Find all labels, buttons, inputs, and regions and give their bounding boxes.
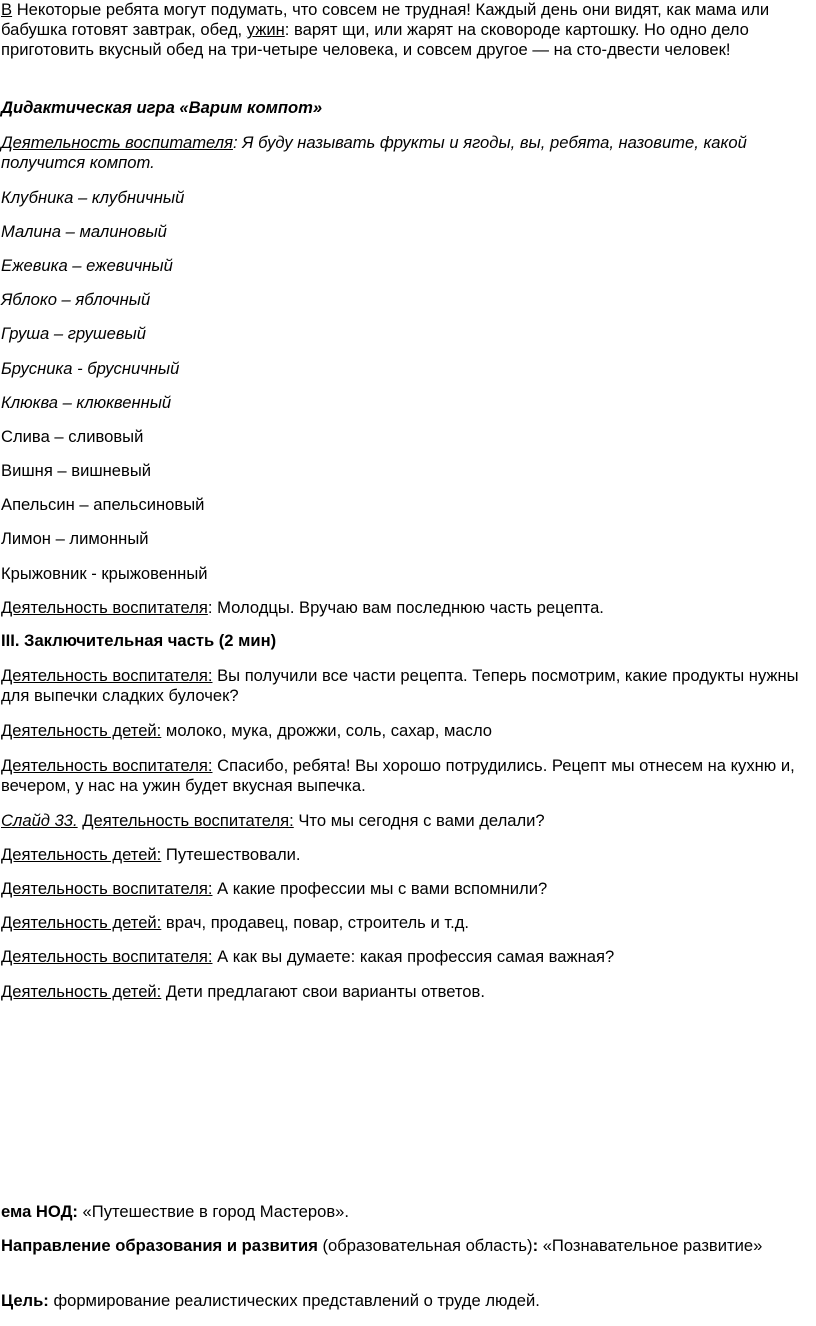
fruit-line: Клубника – клубничный <box>1 188 185 207</box>
fruit-line: Яблоко – яблочный <box>1 290 151 309</box>
fruit-line: Лимон – лимонный <box>1 529 149 548</box>
dialog-line: Деятельность воспитателя: А как вы думаете: какая профессия самая важная? <box>1 947 615 966</box>
fruit-line: Ежевика – ежевичный <box>1 256 173 275</box>
recipe-line: Деятельность воспитателя: Молодцы. Вручаю вам последнюю часть рецепта. <box>1 598 604 617</box>
topic-line: ема НОД: «Путешествие в город Мастеров». <box>1 1202 350 1221</box>
game-title: Дидактическая игра «Варим компот» <box>1 98 323 117</box>
fruit-line: Вишня – вишневый <box>1 461 152 480</box>
dialog-line: Деятельность воспитателя: Вы получили все части рецепта. Теперь посмотрим, какие продукты нужны для выпечки сладких булочек? <box>1 666 799 705</box>
dialog-line: Деятельность детей: молоко, мука, дрожжи, соль, сахар, масло <box>1 721 493 740</box>
dialog-line: Деятельность воспитателя: Спасибо, ребята! Вы хорошо потрудились. Рецепт мы отнесем на кухню и, вечером, у нас на ужин будет вкусная выпечка. <box>1 756 795 795</box>
game-intro: Деятельность воспитателя: Я буду называть фрукты и ягоды, вы, ребята, назовите, какой получится компот. <box>1 133 747 172</box>
dialog-line: Деятельность воспитателя: А какие профессии мы с вами вспомнили? <box>1 879 548 898</box>
slide-line: Слайд 33. Деятельность воспитателя: Что мы сегодня с вами делали? <box>1 811 545 830</box>
supper-word: ужин <box>246 20 285 39</box>
fruit-line: Брусника - брусничный <box>1 359 180 378</box>
fruit-line: Крыжовник - крыжовенный <box>1 564 208 583</box>
goal-line: Цель: формирование реалистических представлений о труде людей. <box>1 1291 540 1310</box>
intro-paragraph: В Некоторые ребята могут подумать, что совсем не трудная! Каждый день они видят, как мама или бабушка готовят завтрак, обед, ужин: варят щи, или жарят на сковороде картошку. Но одно дело приготовить вкусный обед на три-четыре человека, и совсем другое — на сто-двести человек! <box>1 0 770 59</box>
fruit-line: Малина – малиновый <box>1 222 167 241</box>
fruit-line: Апельсин – апельсиновый <box>1 495 205 514</box>
dialog-line: Деятельность детей: врач, продавец, повар, строитель и т.д. <box>1 913 469 932</box>
dialog-line: Деятельность детей: Дети предлагают свои варианты ответов. <box>1 982 485 1001</box>
fruit-line: Груша – грушевый <box>1 324 146 343</box>
dialog-line: Деятельность детей: Путешествовали. <box>1 845 301 864</box>
final-heading: III. Заключительная часть (2 мин) <box>1 631 277 650</box>
fruit-line: Слива – сливовый <box>1 427 144 446</box>
intro-lead: В <box>1 0 13 19</box>
direction-line: Направление образования и развития (образовательная область): «Познавательное развитие» <box>1 1236 763 1255</box>
fruit-line: Клюква – клюквенный <box>1 393 172 412</box>
